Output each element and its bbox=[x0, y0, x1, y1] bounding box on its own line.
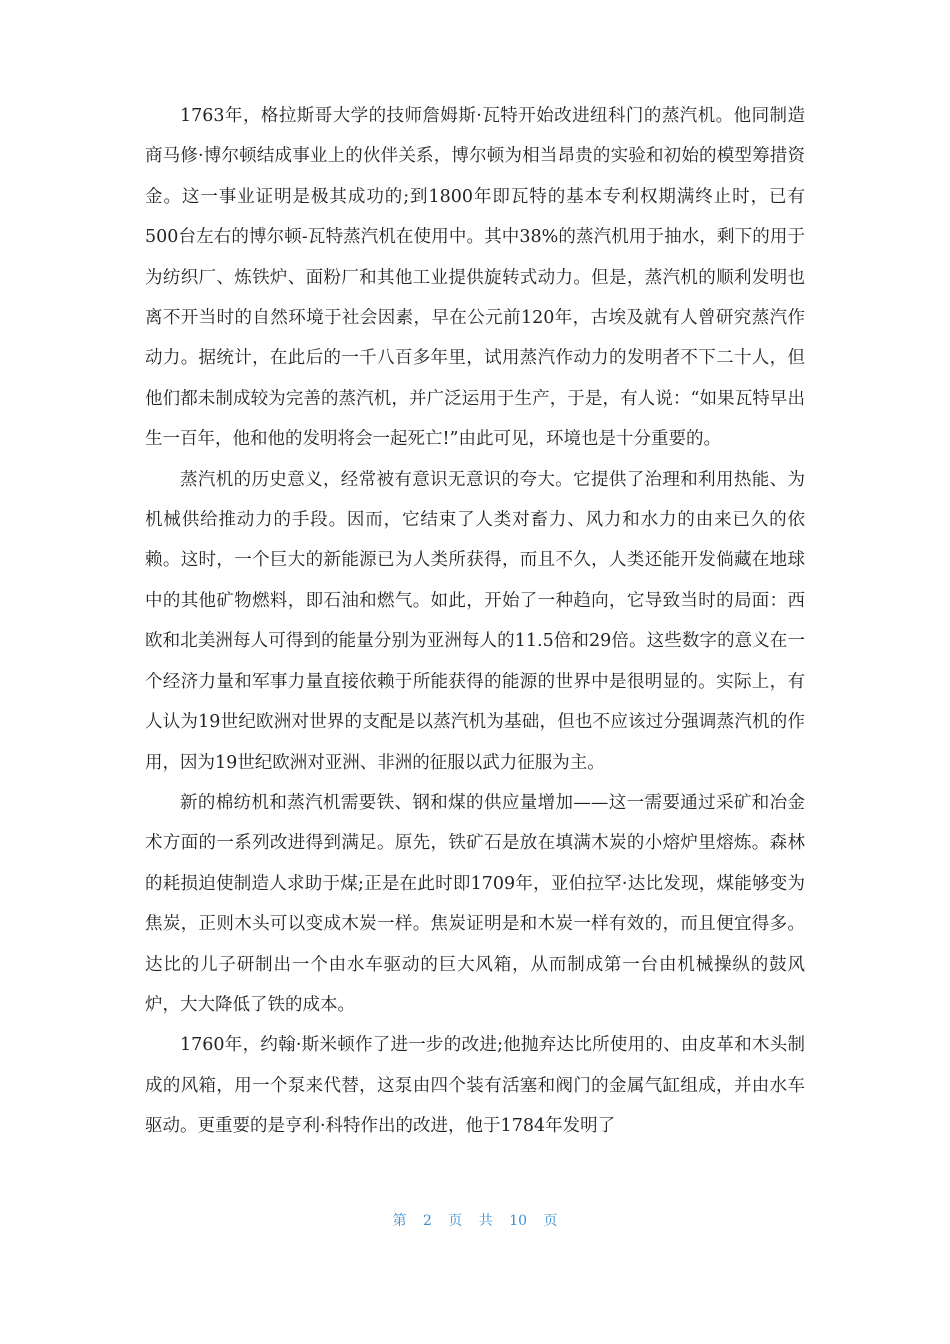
paragraph-watt-steam-engine: 1763年，格拉斯哥大学的技师詹姆斯·瓦特开始改进纽科门的蒸汽机。他同制造商马修·博尔顿结成事业上的伙伴关系，博尔顿为相当昂贵的实验和初始的模型筹措资金。这一事业证明是极其成功的;到1800年即瓦特的基本专利权期满终止时，已有500台左右的博尔顿-瓦特蒸汽机在使用中。其中38%的蒸汽机用于抽水，剩下的用于为纺织厂、炼铁炉、面粉厂和其他工业提供旋转式动力。但是，蒸汽机的顺利发明也离不开当时的自然环境于社会因素，早在公元前120年，古埃及就有人曾研究蒸汽作动力。据统计，在此后的一千八百多年里，试用蒸汽作动力的发明者不下二十人，但他们都未制成较为完善的蒸汽机，并广泛运用于生产，于是，有人说：“如果瓦特早出生一百年，他和他的发明将会一起死亡!”由此可见，环境也是十分重要的。 bbox=[145, 106, 805, 450]
paragraph-iron-coal: 新的棉纺机和蒸汽机需要铁、钢和煤的供应量增加——这一需要通过采矿和冶金术方面的一系列改进得到满足。原先，铁矿石是放在填满木炭的小熔炉里熔炼。森林的耗损迫使制造人求助于煤;正是在此时即1709年，亚伯拉罕·达比发现，煤能够变为焦炭，正则木头可以变成木炭一样。焦炭证明是和木炭一样有效的，而且便宜得多。达比的儿子研制出一个由水车驱动的巨大风箱，从而制成第一台由机械操纵的鼓风炉，大大降低了铁的成本。 bbox=[145, 792, 805, 1015]
document-body bbox=[145, 96, 805, 1147]
paragraph-historical-significance: 蒸汽机的历史意义，经常被有意识无意识的夸大。它提供了治理和利用热能、为机械供给推动力的手段。因而，它结束了人类对畜力、风力和水力的由来已久的依赖。这时，一个巨大的新能源已为人类所获得，而且不久，人类还能开发倘藏在地球中的其他矿物燃料，即石油和燃气。如此，开始了一种趋向，它导致当时的局面：西欧和北美洲每人可得到的能量分别为亚洲每人的11.5倍和29倍。这些数字的意义在一个经济力量和军事力量直接依赖于所能获得的能源的世界中是很明显的。实际上，有人认为19世纪欧洲对世界的支配是以蒸汽机为基础，但也不应该过分强调蒸汽机的作用，因为19世纪欧洲对亚洲、非洲的征服以武力征服为主。 bbox=[145, 469, 805, 773]
page-number-footer: 第 2 页 共 10 页 bbox=[392, 1213, 558, 1229]
paragraph-smeaton: 1760年，约翰·斯米顿作了进一步的改进;他抛弃达比所使用的、由皮革和木头制成的风箱，用一个泵来代替，这泵由四个装有活塞和阀门的金属气缸组成，并由水车驱动。更重要的是亨利·科特作出的改进，他于1784年发明了 bbox=[145, 1035, 805, 1137]
